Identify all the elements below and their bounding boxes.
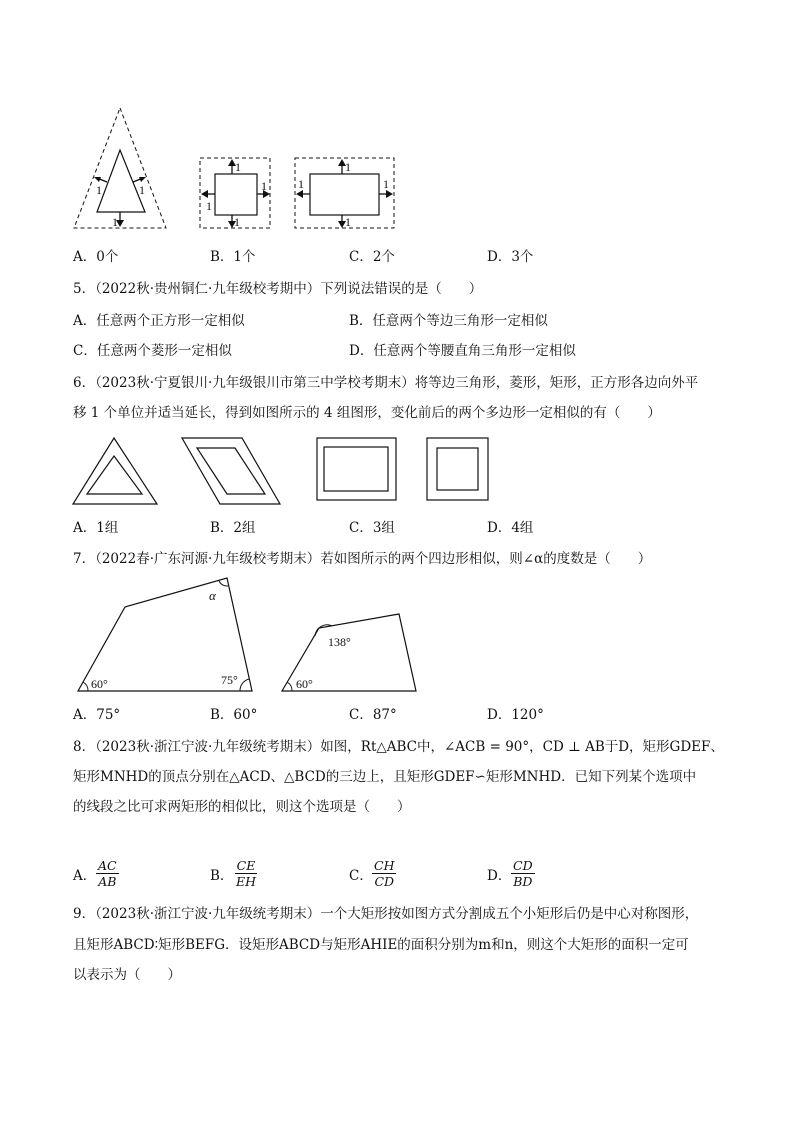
fraction-denominator: AB — [98, 874, 117, 889]
q4-option-c[interactable]: C．2个 — [349, 249, 395, 265]
q4-label: 1 — [345, 215, 351, 229]
q6-squares — [427, 438, 488, 500]
q6-rhombi — [182, 438, 280, 504]
fraction-denominator: CD — [374, 874, 395, 889]
fraction-numerator: CE — [236, 858, 256, 873]
q7-angle-label: 138° — [328, 635, 351, 649]
q8-stem-line1: 8．（2023秋·浙江宁波·九年级统考期末）如图，Rt△ABC中，∠ACB = 90°，CD ⊥ AB于D，矩形GDEF、 — [73, 739, 724, 755]
q6-option-b[interactable]: B．2组 — [210, 520, 256, 536]
q8-option-b-letter[interactable]: B． — [210, 868, 234, 884]
q4-option-d[interactable]: D．3个 — [487, 249, 534, 265]
q6-option-d[interactable]: D．4组 — [487, 520, 534, 536]
q4-option-a[interactable]: A．0个 — [73, 249, 119, 265]
q5-option-a[interactable]: A．任意两个正方形一定相似 — [73, 313, 245, 329]
fraction-numerator: CH — [374, 858, 395, 873]
q8-option-c-fraction[interactable] — [372, 858, 396, 889]
q5-option-d[interactable]: D．任意两个等腰直角三角形一定相似 — [349, 343, 576, 359]
q5-option-c[interactable]: C．任意两个菱形一定相似 — [73, 343, 232, 359]
q5-stem: 5．（2022秋·贵州铜仁·九年级校考期中）下列说法错误的是（ ） — [73, 281, 483, 297]
q8-stem-line2: 矩形MNHD的顶点分别在△ACD、△BCD的三边上，且矩形GDEF∽矩形MNHD．已知下列某个选项中 — [73, 769, 697, 785]
q7-angle-label: 75° — [221, 673, 238, 687]
q5-option-b[interactable]: B．任意两个等边三角形一定相似 — [349, 313, 548, 329]
q4-label: 1 — [206, 199, 212, 213]
q7-quadrilateral-right — [282, 614, 416, 691]
q4-label: 1 — [112, 215, 118, 229]
q9-stem-line1: 9．（2023秋·浙江宁波·九年级统考期末）一个大矩形按如图方式分割成五个小矩形后仍是中心对称图形， — [73, 906, 699, 922]
q7-option-d[interactable]: D．120° — [487, 707, 544, 723]
q7-option-c[interactable]: C．87° — [349, 707, 397, 723]
q4-label: 1 — [261, 179, 267, 193]
q4-figure — [70, 104, 400, 234]
q4-option-b[interactable]: B．1个 — [210, 249, 256, 265]
q6-triangles — [73, 438, 157, 504]
q4-label: 1 — [345, 160, 351, 174]
q6-stem-line1: 6．（2023秋·宁夏银川·九年级银川市第三中学校考期末）将等边三角形，菱形，矩形，正方形各边向外平 — [73, 375, 699, 391]
q7-figure — [70, 576, 430, 696]
q9-stem-line3: 以表示为（ ） — [73, 967, 181, 983]
q4-rectangle-group — [295, 158, 394, 229]
q6-option-c[interactable]: C．3组 — [349, 520, 395, 536]
q4-label: 1 — [235, 160, 241, 174]
q8-option-a-letter[interactable]: A． — [73, 868, 97, 884]
q8-option-d-fraction[interactable] — [511, 858, 535, 889]
q4-label: 1 — [383, 177, 389, 191]
q4-label: 1 — [139, 183, 145, 197]
fraction-denominator: EH — [236, 874, 257, 889]
q7-quadrilateral-left — [78, 578, 252, 691]
q7-angle-label: 60° — [91, 677, 108, 691]
q4-triangle-group — [74, 108, 166, 229]
q8-option-d-letter[interactable]: D． — [487, 868, 512, 884]
q4-square-group — [200, 158, 270, 229]
q7-alpha-label: α — [209, 588, 216, 603]
q7-option-b[interactable]: B．60° — [210, 707, 258, 723]
q7-stem: 7．（2022春·广东河源·九年级校考期末）若如图所示的两个四边形相似，则∠α的度数是（ ） — [73, 551, 652, 567]
q4-label: 1 — [298, 177, 304, 191]
q7-angle-label: 60° — [296, 677, 313, 691]
q6-rectangles — [317, 438, 396, 500]
q8-option-c-letter[interactable]: C． — [349, 868, 373, 884]
q6-option-a[interactable]: A．1组 — [73, 520, 119, 536]
q6-figure — [70, 436, 540, 508]
fraction-numerator: AC — [98, 858, 117, 873]
q8-option-a-fraction[interactable] — [96, 858, 119, 889]
q4-label: 1 — [234, 215, 240, 229]
q8-option-b-fraction[interactable] — [234, 858, 258, 889]
q8-stem-line3: 的线段之比可求两矩形的相似比，则这个选项是（ ） — [73, 799, 411, 815]
q7-option-a[interactable]: A．75° — [73, 707, 121, 723]
q9-stem-line2: 且矩形ABCD∶矩形BEFG．设矩形ABCD与矩形AHIE的面积分别为m和n，则这个大矩形的面积一定可 — [73, 937, 689, 953]
q6-stem-line2: 移 1 个单位并适当延长，得到如图所示的 4 组图形，变化前后的两个多边形一定相似的有（ ） — [73, 405, 661, 421]
q4-label: 1 — [96, 183, 102, 197]
fraction-denominator: BD — [513, 874, 533, 889]
fraction-numerator: CD — [513, 858, 533, 873]
